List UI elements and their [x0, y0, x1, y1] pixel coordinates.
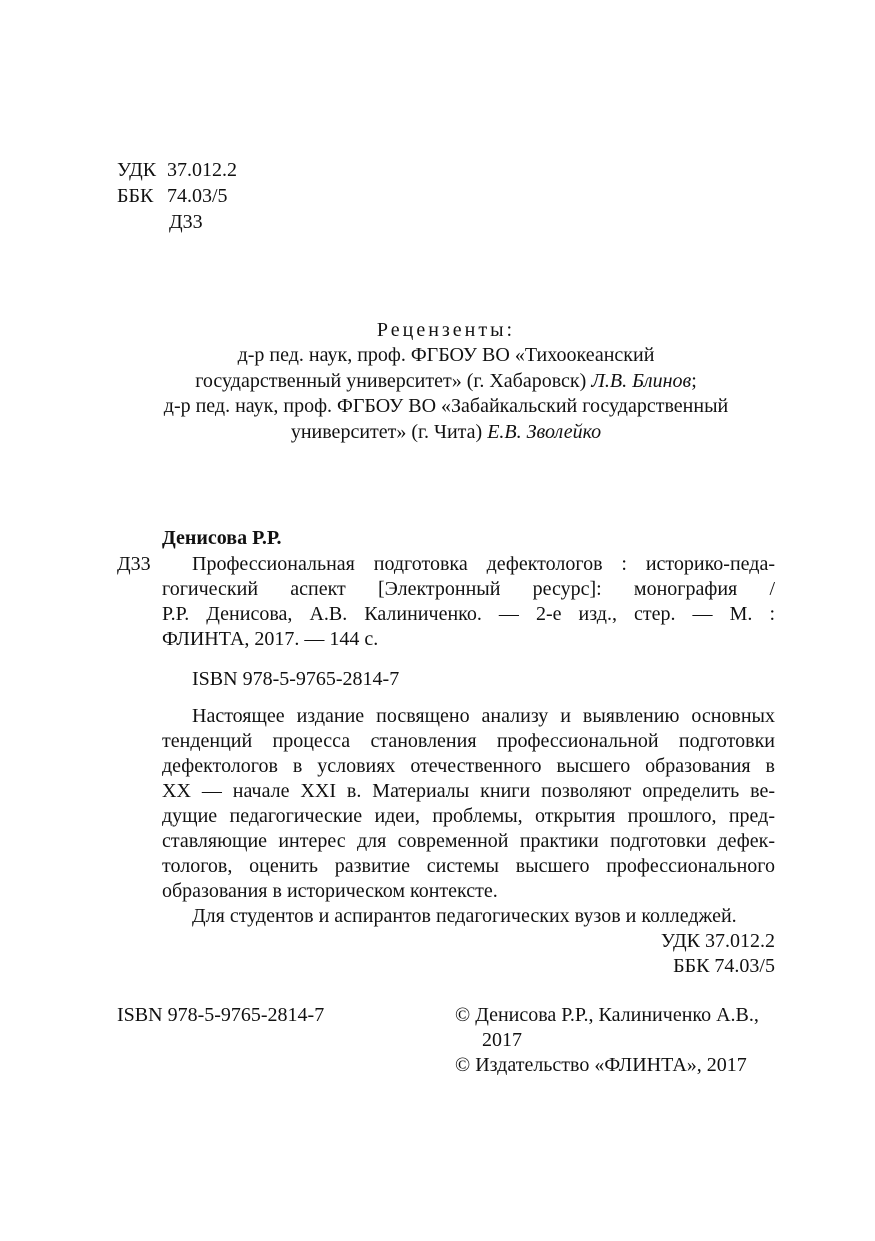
- annotation-line-5: дущие педагогические идеи, проблемы, открытия прошлого, пред-: [162, 805, 775, 827]
- reviewer-2-line-1: д-р пед. наук, проф. ФГБОУ ВО «Забайкальский государственный: [163, 395, 729, 417]
- annotation-line-3: дефектологов в условиях отечественного высшего образования в: [162, 755, 775, 777]
- reviewer-1-name: Л.В. Блинов: [591, 369, 692, 392]
- bibliographic-entry: [117, 552, 775, 652]
- reviewers-block: [117, 318, 775, 445]
- reviewer-2-name: Е.В. Зволейко: [487, 420, 602, 443]
- annotation: [162, 704, 775, 929]
- copyright-authors: © Денисова Р.Р., Калиниченко А.В.,: [455, 1004, 759, 1026]
- isbn-main: ISBN 978-5-9765-2814-7: [192, 668, 400, 690]
- footer-udk: УДК 37.012.2: [660, 930, 775, 952]
- udk-value: 37.012.2: [167, 159, 237, 181]
- reviewer-2-affiliation: университет» (г. Чита): [290, 420, 488, 443]
- reviewer-1-line-1: д-р пед. наук, проф. ФГБОУ ВО «Тихоокеанский: [237, 344, 655, 366]
- copyright-authors-year: 2017: [482, 1029, 522, 1051]
- author-code: Д33: [169, 211, 203, 233]
- annotation-audience: Для студентов и аспирантов педагогических вузов и колледжей.: [192, 905, 737, 927]
- entry-code: Д33: [117, 553, 151, 575]
- annotation-line-7: тологов, оценить развитие системы высшего профессионального: [162, 855, 775, 877]
- author-name: Денисова Р.Р.: [162, 527, 282, 549]
- reviewer-1-line-2: [117, 369, 775, 395]
- entry-text: [162, 552, 775, 652]
- footer-bbk: ББК 74.03/5: [673, 955, 775, 977]
- annotation-line-4: XX — начале XXI в. Материалы книги позволяют определить ве-: [162, 780, 775, 802]
- entry-line-2: гогический аспект [Электронный ресурс]: монография /: [162, 578, 775, 600]
- isbn-footer: ISBN 978-5-9765-2814-7: [117, 1004, 325, 1026]
- bbk-value: 74.03/5: [167, 185, 228, 207]
- entry-line-3: Р.Р. Денисова, А.В. Калиниченко. — 2-е изд., стер. — М. :: [162, 603, 775, 625]
- footer-codes: [661, 929, 775, 979]
- reviewer-1-affiliation: государственный университет» (г. Хабаровск): [195, 369, 592, 392]
- bbk-label: ББК: [117, 185, 154, 207]
- copyright-publisher: © Издательство «ФЛИНТА», 2017: [455, 1054, 747, 1076]
- udk-row: [117, 158, 237, 184]
- annotation-line-8: образования в историческом контексте.: [162, 880, 498, 902]
- bbk-row: [117, 184, 237, 210]
- entry-line-4: ФЛИНТА, 2017. — 144 с.: [162, 628, 379, 650]
- copyright-block: [455, 1003, 780, 1078]
- annotation-line-2: тенденций процесса становления профессиональной подготовки: [162, 730, 775, 752]
- reviewer-1-end: ;: [691, 369, 697, 392]
- entry-line-1: Профессиональная подготовка дефектологов : историко-педа-: [192, 553, 775, 575]
- annotation-line-1: Настоящее издание посвящено анализу и выявлению основных: [192, 705, 775, 727]
- classification-codes: [117, 158, 237, 236]
- udk-label: УДК: [117, 159, 157, 181]
- annotation-line-6: ставляющие интерес для современной практики подготовки дефек-: [162, 830, 775, 852]
- reviewer-2-line-2: [117, 420, 775, 446]
- reviewers-title: Рецензенты:: [376, 319, 516, 341]
